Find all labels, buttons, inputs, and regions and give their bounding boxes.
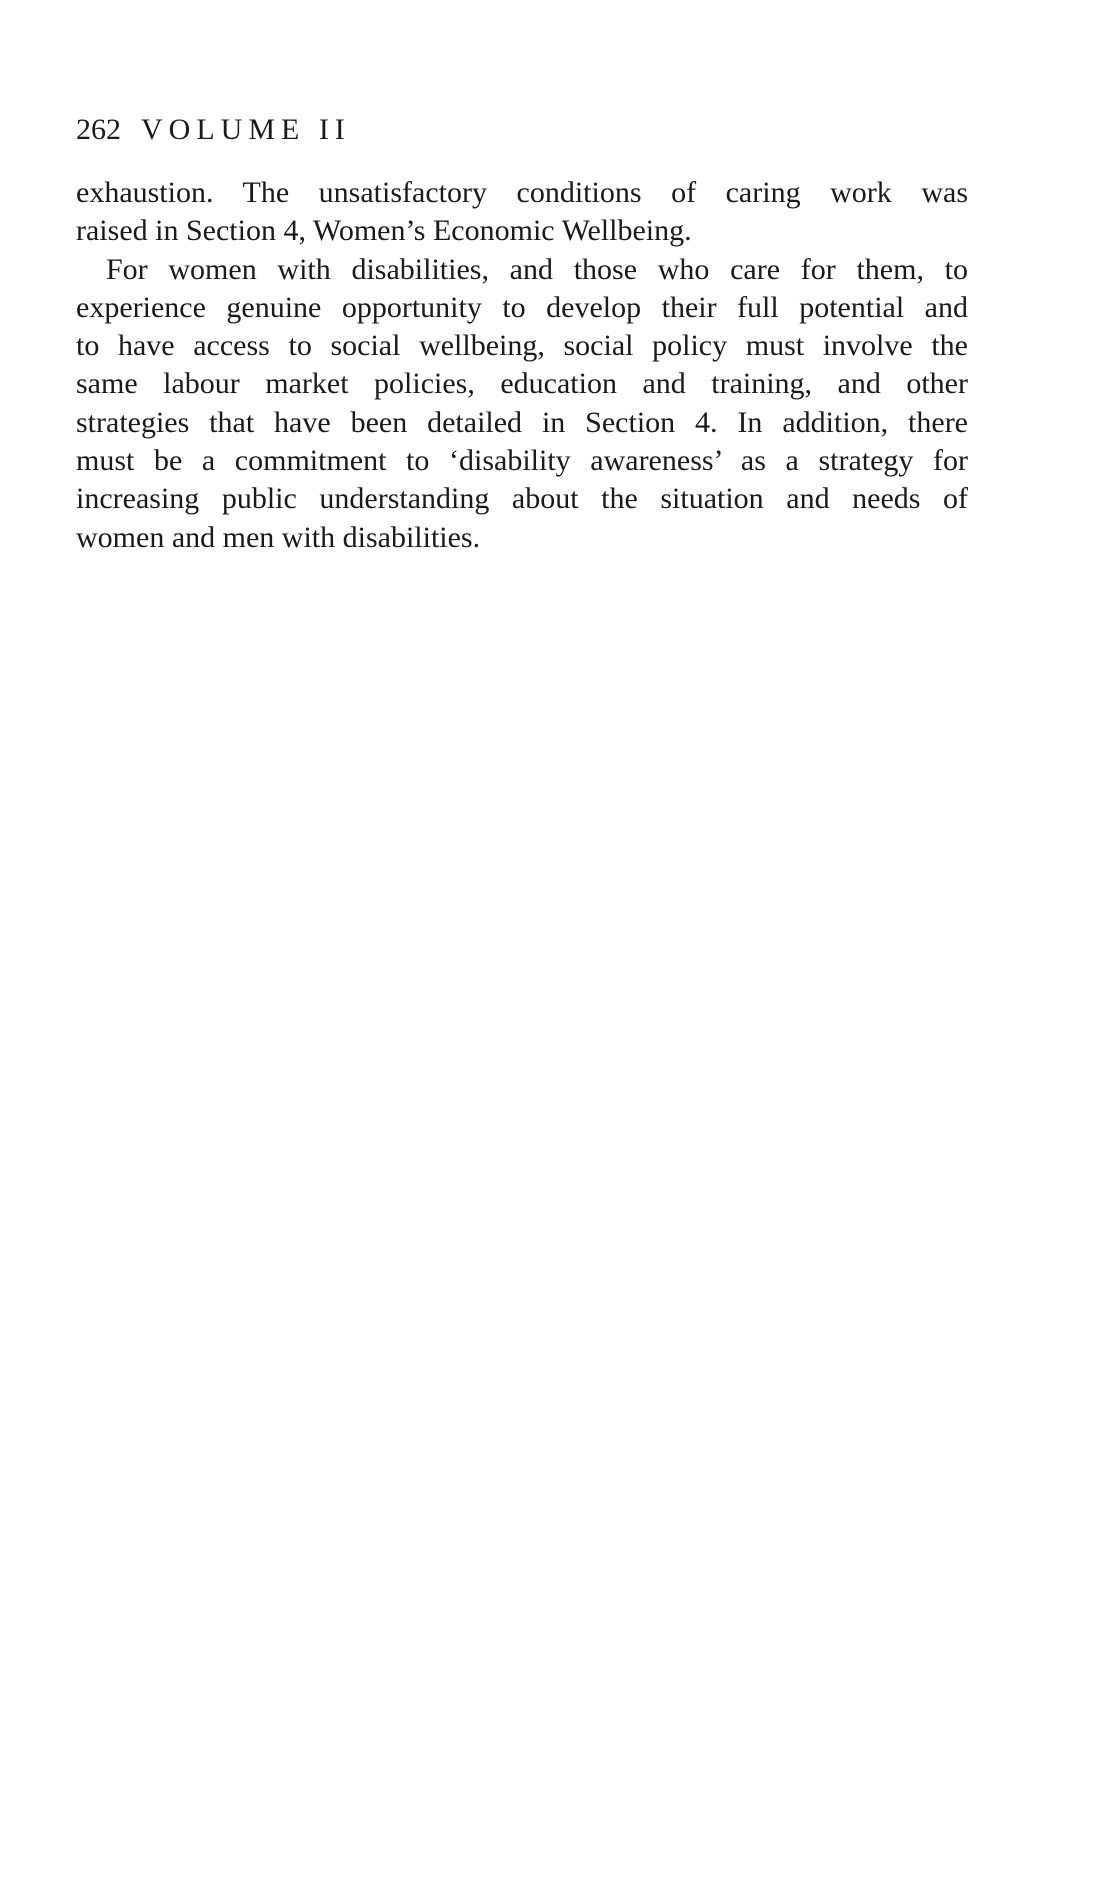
text-line: strategies that have been detailed in Section 4. In addition, there <box>76 405 968 439</box>
body-text <box>76 174 968 557</box>
text-line: women and men with disabilities. <box>76 520 481 554</box>
paragraph-2 <box>76 251 968 557</box>
text-line: increasing public understanding about the situation and needs of <box>76 482 968 516</box>
text-line: For women with disabilities, and those who care for them, to <box>106 252 968 286</box>
text-line: same labour market policies, education and training, and other <box>76 367 968 401</box>
text-line: must be a commitment to ‘disability awareness’ as a strategy for <box>76 444 968 478</box>
volume-label: VOLUME II <box>141 113 351 146</box>
text-line: experience genuine opportunity to develop their full potential and <box>76 290 968 324</box>
paragraph-1 <box>76 174 968 251</box>
text-line: raised in Section 4, Women’s Economic Wellbeing. <box>76 214 692 248</box>
text-line: to have access to social wellbeing, social policy must involve the <box>76 329 968 363</box>
running-head <box>76 112 351 148</box>
page-number: 262 <box>76 113 121 146</box>
text-line: exhaustion. The unsatisfactory conditions of caring work was <box>76 176 968 209</box>
